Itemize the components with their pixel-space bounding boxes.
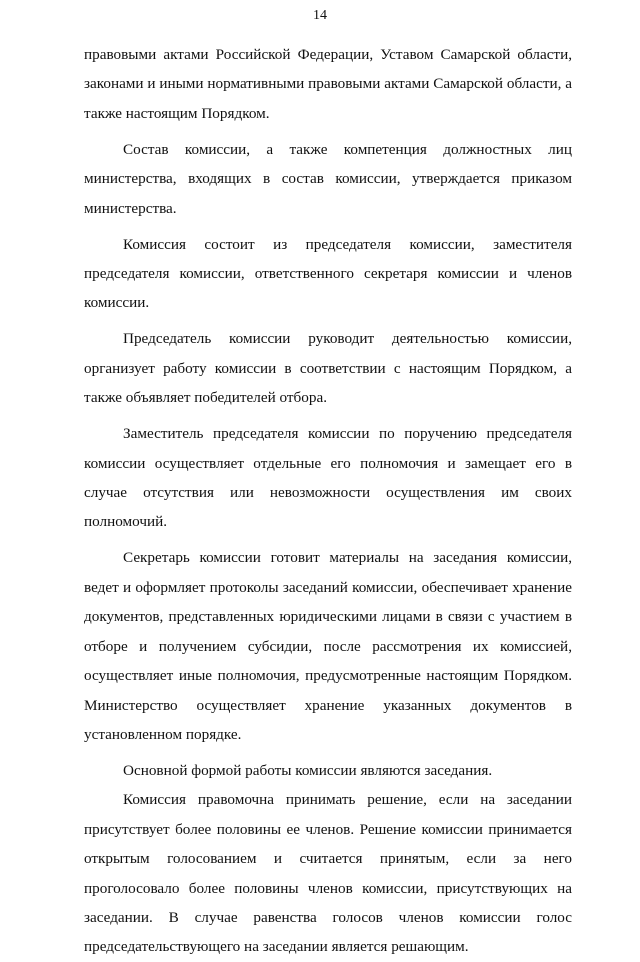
document-body <box>84 40 572 962</box>
paragraph-quorum: Комиссия правомочна принимать решение, если на заседании присутствует более половины ее членов. Решение комиссии принимается открытым голосованием и считается принятым, если за него проголосовало более половины членов комиссии, присутствующих на заседании. В случае равенства голосов членов комиссии голос председательствующего на заседании является решающим. <box>84 791 572 956</box>
page-number: 14 <box>313 8 327 23</box>
paragraph-commission-composition: Состав комиссии, а также компетенция должностных лиц министерства, входящих в состав комиссии, утверждается приказом министерства. <box>84 140 572 217</box>
paragraph-chairman: Председатель комиссии руководит деятельностью комиссии, организует работу комиссии в соответствии с настоящим Порядком, а также объявляет победителей отбора. <box>84 330 572 407</box>
paragraph-meeting-form: Основной формой работы комиссии являются заседания. <box>123 761 493 779</box>
paragraph-secretary: Секретарь комиссии готовит материалы на заседания комиссии, ведет и оформляет протоколы заседаний комиссии, обеспечивает хранение документов, представленных юридическими лицами в связи с участием в отборе и получением субсидии, после рассмотрения их комиссией, осуществляет иные полномочия, предусмотренные настоящим Порядком. Министерство осуществляет хранение указанных документов в установленном порядке. <box>84 549 572 743</box>
paragraph-commission-members: Комиссия состоит из председателя комиссии, заместителя председателя комиссии, ответственного секретаря комиссии и членов комиссии. <box>84 235 572 312</box>
paragraph-deputy-chairman: Заместитель председателя комиссии по поручению председателя комиссии осуществляет отдельные его полномочия и замещает его в случае отсутствия или невозможности осуществления им своих полномочий. <box>84 425 572 531</box>
paragraph-continuation: правовыми актами Российской Федерации, Уставом Самарской области, законами и иными нормативными правовыми актами Самарской области, а также настоящим Порядком. <box>84 46 572 122</box>
